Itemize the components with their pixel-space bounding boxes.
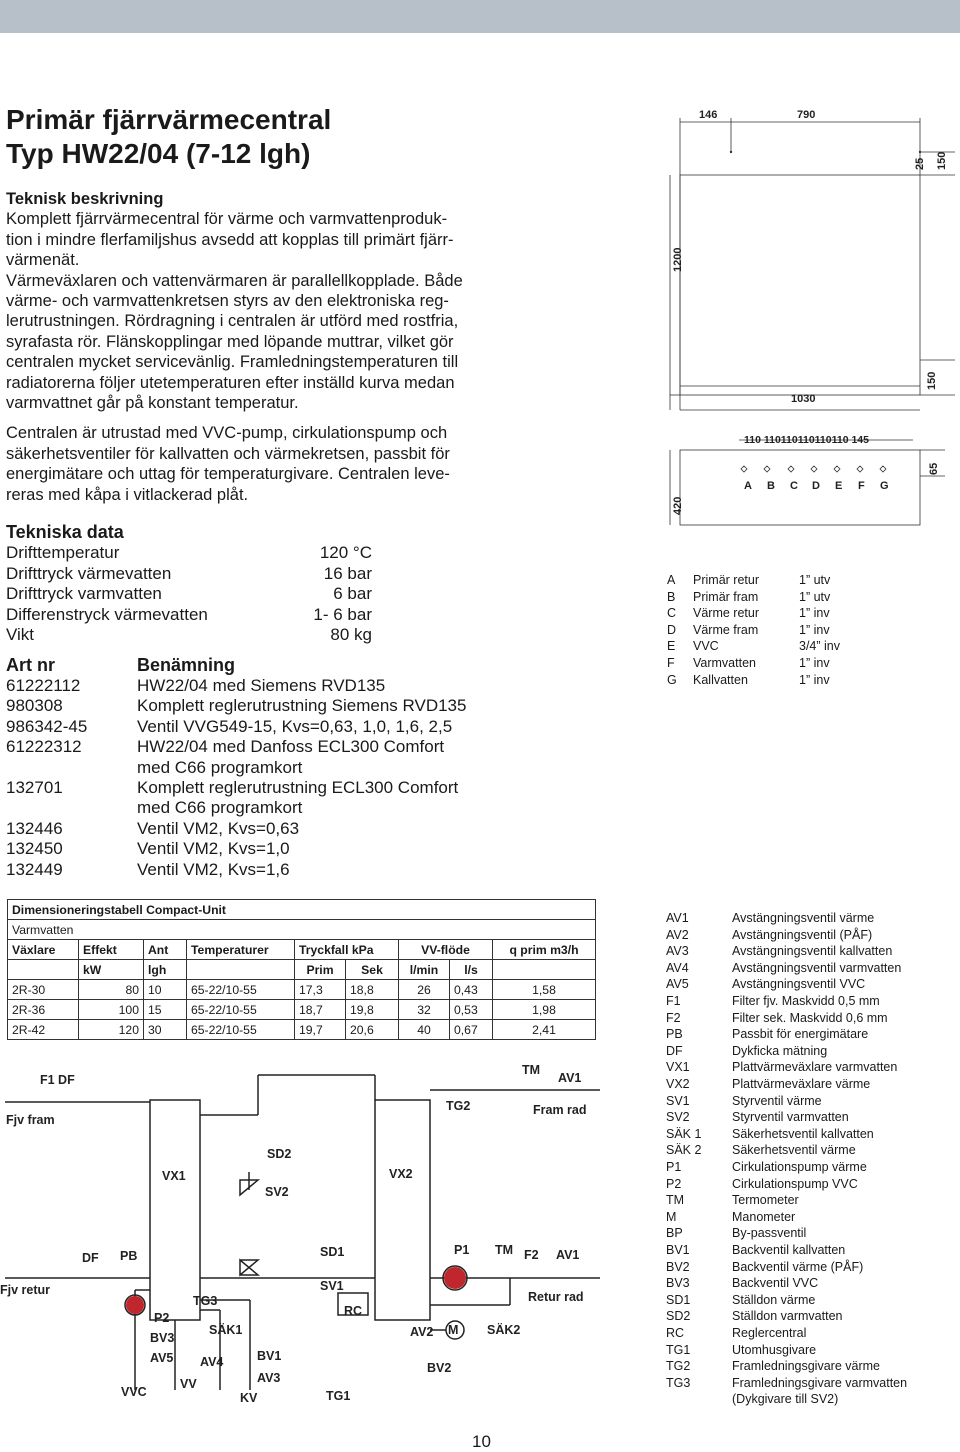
conn-letter-a: A [744,480,752,492]
tech-row: Drifttryck värmevatten 16 bar [6,563,372,583]
description-p3: Centralen är utrustad med VVC-pump, cirkulationspump och säkerhetsventiler för kallvatten och värmekretsen, passbit för energimätare och uttag för temperaturgivare. Centralen leve- reras med kåpa i vitlackerad plåt. [6,424,450,504]
dim-790: 790 [797,109,816,121]
label-p2: P2 [154,1311,170,1325]
vx2-exchanger [375,1100,430,1320]
dim-1030: 1030 [791,393,816,405]
dim-25: 25 [914,157,926,170]
dim-table-title: Dimensioneringstabell Compact-Unit [8,900,596,920]
description-p1: Komplett fjärrvärmecentral för värme och varmvattenproduk- tion i mindre flerfamiljshus avsedd att kopplas till primärt fjärr- värmenät. [6,210,454,270]
label-sak1: SÄK1 [209,1323,243,1337]
label-fram-rad: Fram rad [533,1103,587,1117]
dim-table-subtitle: Varmvatten [8,920,596,940]
dim-150-bottom: 150 [926,371,938,390]
dim-table-header: Växlare Effekt Ant Temperaturer Tryckfall kPa VV-flöde q prim m3/h [8,940,596,960]
label-kv: KV [240,1391,258,1405]
tech-row: Vikt 80 kg [6,625,372,644]
label-av2: AV2 [410,1325,434,1339]
tech-row: Differenstryck värmevatten 1- 6 bar [6,604,372,624]
label-df: DF [82,1251,99,1265]
tech-row: Drifttemperatur 120 °C [6,543,372,562]
tech-data-heading: Tekniska data [6,522,124,542]
description-p2: Värmeväxlaren och vattenvärmaren är parallellkopplade. Både värme- och varmvattenkretsen styrs av den elektroniska reg- lerutrustningen. Rördragning i centralen är utförd med rostfria, syrafasta rör. Flänskopplingar med löpande muttrar, vilket gör centralen mycket servicevänlig. Framledningstemperaturen till radiatorerna följer utetemperaturen efter inställd kurva medan varmvattnet går på konstant temperatur. [6,271,463,413]
label-vx2: VX2 [389,1167,413,1181]
label-av5: AV5 [150,1351,174,1365]
label-rc: RC [344,1304,363,1318]
label-bv2: BV2 [427,1361,452,1375]
label-av3: AV3 [257,1371,281,1385]
vx1-exchanger [150,1100,200,1320]
label-tg3: TG3 [193,1294,218,1308]
conn-letter-b: B [767,480,775,492]
cabinet-dimension-drawing [655,100,955,550]
label-av1-bot: AV1 [556,1248,580,1262]
label-sd2: SD2 [267,1147,292,1161]
label-f2: F2 [524,1248,539,1262]
page-title: Primär fjärrvärmecentral Typ HW22/04 (7-12 lgh) [6,104,332,169]
page-number: 10 [472,1432,491,1451]
label-tg1: TG1 [326,1389,351,1403]
dimensioning-table [7,899,596,1040]
dim-146: 146 [699,109,718,121]
label-bv1: BV1 [257,1349,282,1363]
table-row: 2R-36 100 15 65-22/10-55 18,7 19,8 32 0,53 1,98 [8,1000,596,1020]
flow-schematic [0,1060,620,1420]
label-sd1: SD1 [320,1245,345,1259]
table-row: 2R-30 80 10 65-22/10-55 17,3 18,8 26 0,43 1,58 [8,980,596,1000]
tech-row: Drifttryck varmvatten 6 bar [6,584,372,603]
label-pb: PB [120,1249,138,1263]
label-vvc: VVC [121,1385,147,1399]
label-retur-rad: Retur rad [528,1290,584,1304]
conn-letter-d: D [812,480,820,492]
header-band [0,0,960,33]
label-m: M [448,1323,459,1337]
dim-65: 65 [928,462,940,475]
label-sak2: SÄK2 [487,1323,521,1337]
label-bv3: BV3 [150,1331,175,1345]
dim-spacing: 110 110110110110110 145 [744,434,869,446]
label-f1df: F1 DF [40,1073,75,1087]
conn-letter-c: C [790,480,798,492]
label-av4: AV4 [200,1355,224,1369]
label-sv2: SV2 [265,1185,289,1199]
conn-letter-f: F [858,480,865,492]
label-fjv-retur: Fjv retur [0,1283,51,1297]
description-section [6,189,646,505]
label-tg2: TG2 [446,1099,471,1113]
dim-150-top: 150 [936,151,948,170]
label-fjv-fram: Fjv fram [6,1113,55,1127]
conn-letter-e: E [835,480,843,492]
label-p1: P1 [454,1243,470,1257]
table-row: 2R-42 120 30 65-22/10-55 19,7 20,6 40 0,67 2,41 [8,1020,596,1040]
description-heading: Teknisk beskrivning [6,190,164,208]
label-sv1: SV1 [320,1279,344,1293]
dim-1200: 1200 [672,247,684,272]
label-av1-top: AV1 [558,1071,582,1085]
dim-table-subheader: kW lgh Prim Sek l/min l/s [8,960,596,980]
label-tm-top: TM [522,1063,541,1077]
label-tm-bot: TM [495,1243,514,1257]
dim-420: 420 [672,496,684,515]
label-vv: VV [180,1377,197,1391]
label-vx1: VX1 [162,1169,186,1183]
conn-letter-g: G [880,480,889,492]
